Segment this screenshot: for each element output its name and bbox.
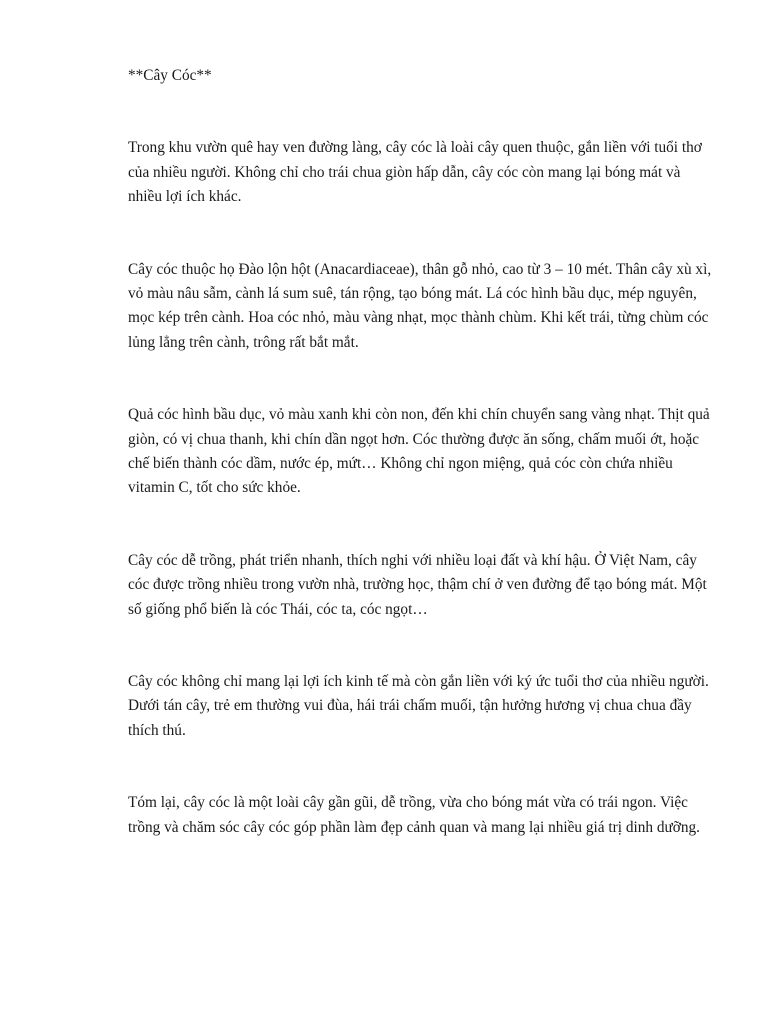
paragraph-intro: Trong khu vườn quê hay ven đường làng, cây cóc là loài cây quen thuộc, gắn liền với tuổi thơ của nhiều người. Không chỉ cho trái chua giòn hấp dẫn, cây cóc còn mang lại bóng mát và nhiều lợi ích khác. [128,139,702,206]
paragraph-cultivation: Cây cóc dễ trồng, phát triển nhanh, thích nghi với nhiều loại đất và khí hậu. Ở Việt Nam, cây cóc được trồng nhiều trong vườn nhà, trường học, thậm chí ở ven đường để tạo bóng mát. Một số giống phổ biến là cóc Thái, cóc ta, cóc ngọt… [128,551,707,618]
paragraph-conclusion: Tóm lại, cây cóc là một loài cây gần gũi, dễ trồng, vừa cho bóng mát vừa có trái ngon. Việc trồng và chăm sóc cây cóc góp phần làm đẹp cảnh quan và mang lại nhiều giá trị dinh dưỡng. [128,794,700,836]
document-body [128,64,713,840]
paragraph-description: Cây cóc thuộc họ Đào lộn hột (Anacardiaceae), thân gỗ nhỏ, cao từ 3 – 10 mét. Thân cây xù xì, vỏ màu nâu sẫm, cành lá sum suê, tán rộng, tạo bóng mát. Lá cóc hình bầu dục, mép nguyên, mọc kép trên cành. Hoa cóc nhỏ, màu vàng nhạt, mọc thành chùm. Khi kết trái, từng chùm cóc lủng lẳng trên cành, trông rất bắt mắt. [128,260,712,351]
document-title: **Cây Cóc** [128,67,212,84]
paragraph-memories: Cây cóc không chỉ mang lại lợi ích kinh tế mà còn gắn liền với ký ức tuổi thơ của nhiều người. Dưới tán cây, trẻ em thường vui đùa, hái trái chấm muối, tận hưởng hương vị chua chua đầy thích thú. [128,673,709,739]
paragraph-fruit: Quả cóc hình bầu dục, vỏ màu xanh khi còn non, đến khi chín chuyển sang vàng nhạt. Thịt quả giòn, có vị chua thanh, khi chín dần ngọt hơn. Cóc thường được ăn sống, chấm muối ớt, hoặc chế biến thành cóc dầm, nước ép, mứt… Không chỉ ngon miệng, quả cóc còn chứa nhiều vitamin C, tốt cho sức khỏe. [128,406,710,497]
